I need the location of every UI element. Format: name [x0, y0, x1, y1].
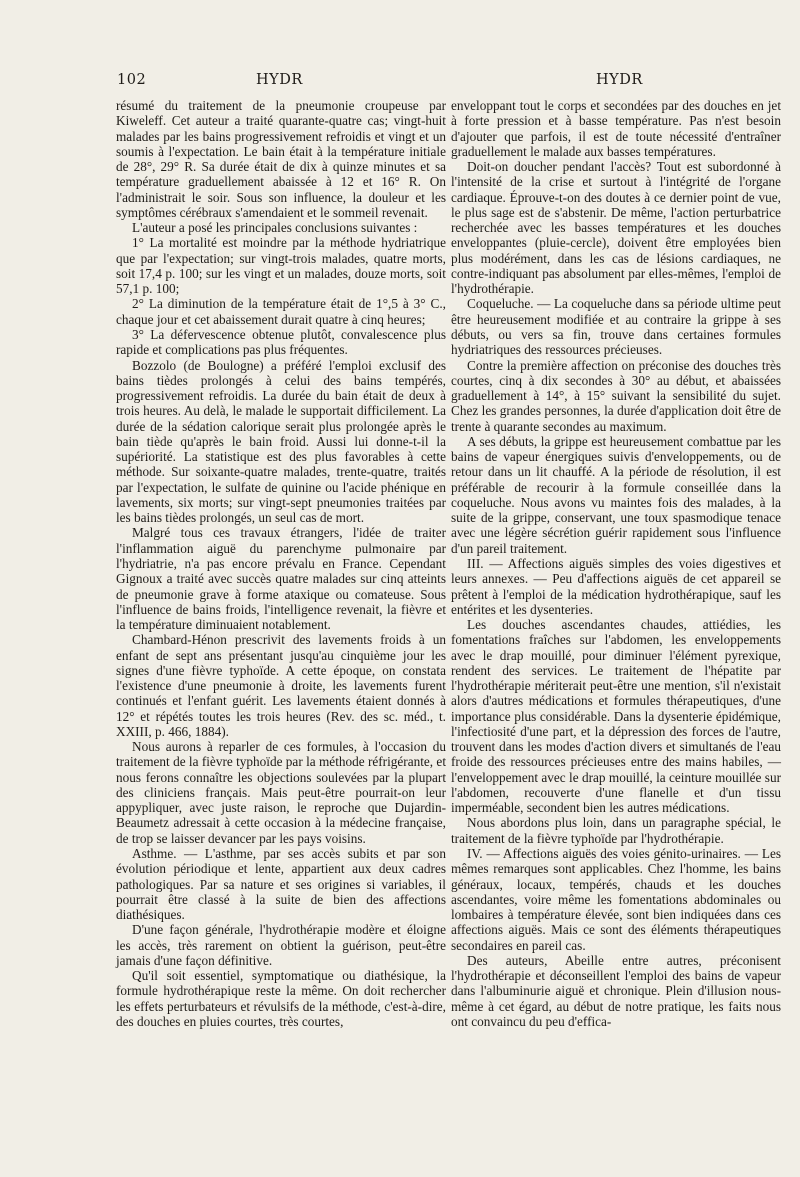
- right-running-title: HYDR: [596, 72, 643, 88]
- paragraph: Nous abordons plus loin, dans un paragraphe spécial, le traitement de la fièvre typhoïde par l'hydrothérapie.: [451, 815, 781, 846]
- right-column: [451, 98, 781, 1029]
- left-column: [116, 98, 446, 1029]
- paragraph: Bozzolo (de Boulogne) a préféré l'emploi exclusif des bains tièdes prolongés à celui des bains tempérés, progressivement refroidis. La durée du bain était de deux à trois heures. Au delà, le malade le supportait difficilement. La durée de la sédation calorique serait plus prolongée après le bain tiède qu'après le bain froid. Aussi lui donne-t-il la supériorité. La statistique est des plus favorables à cette méthode. Sur soixante-quatre malades, trente-quatre, traités par l'expectation, le sulfate de quinine ou l'acide phénique en lavements, six morts; sur vingt-sept pneumonies traitées par les bains tièdes prolongés, un seul cas de mort.: [116, 357, 446, 526]
- paragraph: A ses débuts, la grippe est heureusement combattue par les bains de vapeur énergiques suivis d'enveloppements, ou de retour dans un lit chauffé. A la période de résolution, il est préférable de recourir à la formule conseillée dans la coqueluche. Nous avons vu maintes fois des malades, à la suite de la grippe, conservant, une toux spasmodique tenace avec une légère sécrétion guérir rapidement sous l'influence d'un pareil traitement.: [451, 433, 781, 556]
- paragraph: Chambard-Hénon prescrivit des lavements froids à un enfant de sept ans présentant jusqu'au cinquième jour les signes d'une fièvre typhoïde. A cette époque, on constata l'existence d'une pneumonie à droite, les lavements furent continués et l'enfant guérit. Les lavements étaient donnés à 12° et répétés toutes les trois heures (Rev. des sc. méd., t. XXIII, p. 466, 1884).: [116, 632, 446, 739]
- paragraph: Coqueluche. — La coqueluche dans sa période ultime peut être heureusement modifiée et au contraire la grippe à ses débuts, ou vers sa fin, trouve dans certaines formules hydriatriques des ressources précieuses.: [451, 296, 781, 358]
- paragraph: Asthme. — L'asthme, par ses accès subits et par son évolution périodique et lente, appartient aux deux cadres pathologiques. Par sa nature et ses origines si variables, il pourrait être classé à la suite de bien des affections diathésiques.: [116, 846, 446, 923]
- paragraph: D'une façon générale, l'hydrothérapie modère et éloigne les accès, très rarement on obtient la guérison, peut-être jamais d'une façon définitive.: [116, 922, 446, 968]
- paragraph: L'auteur a posé les principales conclusions suivantes :: [132, 220, 418, 236]
- left-running-title: HYDR: [256, 72, 303, 88]
- paragraph: Nous aurons à reparler de ces formules, à l'occasion du traitement de la fièvre typhoïde par la méthode réfrigérante, et nous ferons connaître les objections soulevées par la plupart des cliniciens français. Mais peut-être pourrait-on leur appypliquer, avec juste raison, le reproche que Dujardin-Beaumetz adressait à cette occasion à la médecine française, de trop se laisser devancer par les pays voisins.: [116, 739, 446, 846]
- paragraph: 3° La défervescence obtenue plutôt, convalescence plus rapide et complications pas plus fréquentes.: [116, 326, 446, 358]
- paragraph: Les douches ascendantes chaudes, attiédies, les fomentations fraîches sur l'abdomen, les enveloppements avec le drap mouillé, pour diminuer l'élément pyrexique, rendent des services. Le traitement de l'hépatite par l'hydrothérapie mériterait peut-être une mention, s'il n'existait alors d'autres médications et formules thérapeutiques, d'une importance plus considérable. Dans la dysenterie épidémique, l'infectiosité d'une part, et la dépression des forces de l'autre, trouvent dans les modes d'action divers et simultanés de l'eau froide des ressources précieuses entre des mains habiles, — l'enveloppement avec le drap mouillé, la ceinture mouillée sur l'abdomen, recouverte d'une flanelle et d'un tissu imperméable, secondent bien les autres médications.: [451, 617, 781, 816]
- paragraph: 2° La diminution de la température était de 1°,5 à 3° C., chaque jour et cet abaissement durait quatre à cinq heures;: [116, 296, 446, 327]
- paragraph: IV. — Affections aiguës des voies génito-urinaires. — Les mêmes remarques sont applicables. Chez l'homme, les bains généraux, locaux, tempérés, chauds et les douches ascendantes, voire même les fomentations abdominales ou lombaires à température élevée, sont bien indiquées dans ces affections aiguës. Mais ce sont des éléments thérapeutiques secondaires en pareil cas.: [451, 846, 781, 953]
- paragraph: Qu'il soit essentiel, symptomatique ou diathésique, la formule hydrothérapique reste la même. On doit rechercher les effets perturbateurs et révulsifs de la méthode, c'est-à-dire, des douches en pluies courtes, très courtes,: [116, 968, 446, 1029]
- running-header: [0, 72, 800, 94]
- paragraph: 1° La mortalité est moindre par la méthode hydriatrique que par l'expectation; sur vingt-trois malades, quatre morts, soit 17,4 p. 100; sur les vingt et un malades, douze morts, soit 57,1 p. 100;: [116, 235, 446, 297]
- paragraph: Des auteurs, Abeille entre autres, préconisent l'hydrothérapie et déconseillent l'emploi des bains de vapeur dans l'albuminurie aiguë et chronique. Plein d'illusion nous-même à cet égard, au début de notre pratique, les faits nous ont convaincu du peu d'effica-: [451, 952, 781, 1029]
- paragraph: résumé du traitement de la pneumonie croupeuse par Kiweleff. Cet auteur a traité quarante-quatre cas; vingt-huit malades par les bains progressivement refroidis et vingt et un soumis à l'expectation. Le bain était à la température initiale de 28°, 29° R. Sa durée était de dix à quinze minutes et sa température graduellement abaissée à 12 et 16° R. On l'administrait le soir. Sous son influence, la douleur et les symptômes cérébraux s'amendaient et le sommeil revenait.: [116, 98, 446, 220]
- paragraph: Doit-on doucher pendant l'accès? Tout est subordonné à l'intensité de la crise et surtout à l'intégrité de l'organe cardiaque. Éprouve-t-on des doutes à ce dernier point de vue, le plus sage est de s'abstenir. De même, l'action perturbatrice recherchée avec les basses températures et les douches enveloppantes (pluie-cercle), doivent être employées bien plus modérément, dans les cas de lésions cardiaques, ne contre-indiquant pas absolument par elles-mêmes, l'emploi de l'hydrothérapie.: [451, 159, 781, 297]
- paragraph: Malgré tous ces travaux étrangers, l'idée de traiter l'inflammation aiguë du parenchyme pulmonaire par l'hydriatrie, n'a pas encore prévalu en France. Cependant Gignoux a traité avec succès quatre malades sur cinq atteints de pneumonie grave à forme ataxique ou comateuse. Sous l'influence de bains froids, l'intelligence revenait, la fièvre et la température diminuaient notablement.: [116, 525, 446, 633]
- paragraph: enveloppant tout le corps et secondées par des douches en jet à forte pression et à basse température. Pas n'est besoin d'ajouter que parfois, il est de toute nécessité d'entraîner graduellement le malade aux basses températures.: [451, 98, 781, 159]
- paragraph: Contre la première affection on préconise des douches très courtes, cinq à dix secondes à 30° au début, et abaissées graduellement à 14°, à 15° suivant la sensibilité du sujet. Chez les grandes personnes, la durée d'application doit être de trente à quarante secondes au maximum.: [451, 357, 781, 434]
- page-number: 102: [117, 72, 147, 88]
- paragraph: III. — Affections aiguës simples des voies digestives et leurs annexes. — Peu d'affections aiguës de cet appareil se prêtent à l'emploi de la médication hydrothérapique, sauf les entérites et les dysenteries.: [451, 555, 781, 617]
